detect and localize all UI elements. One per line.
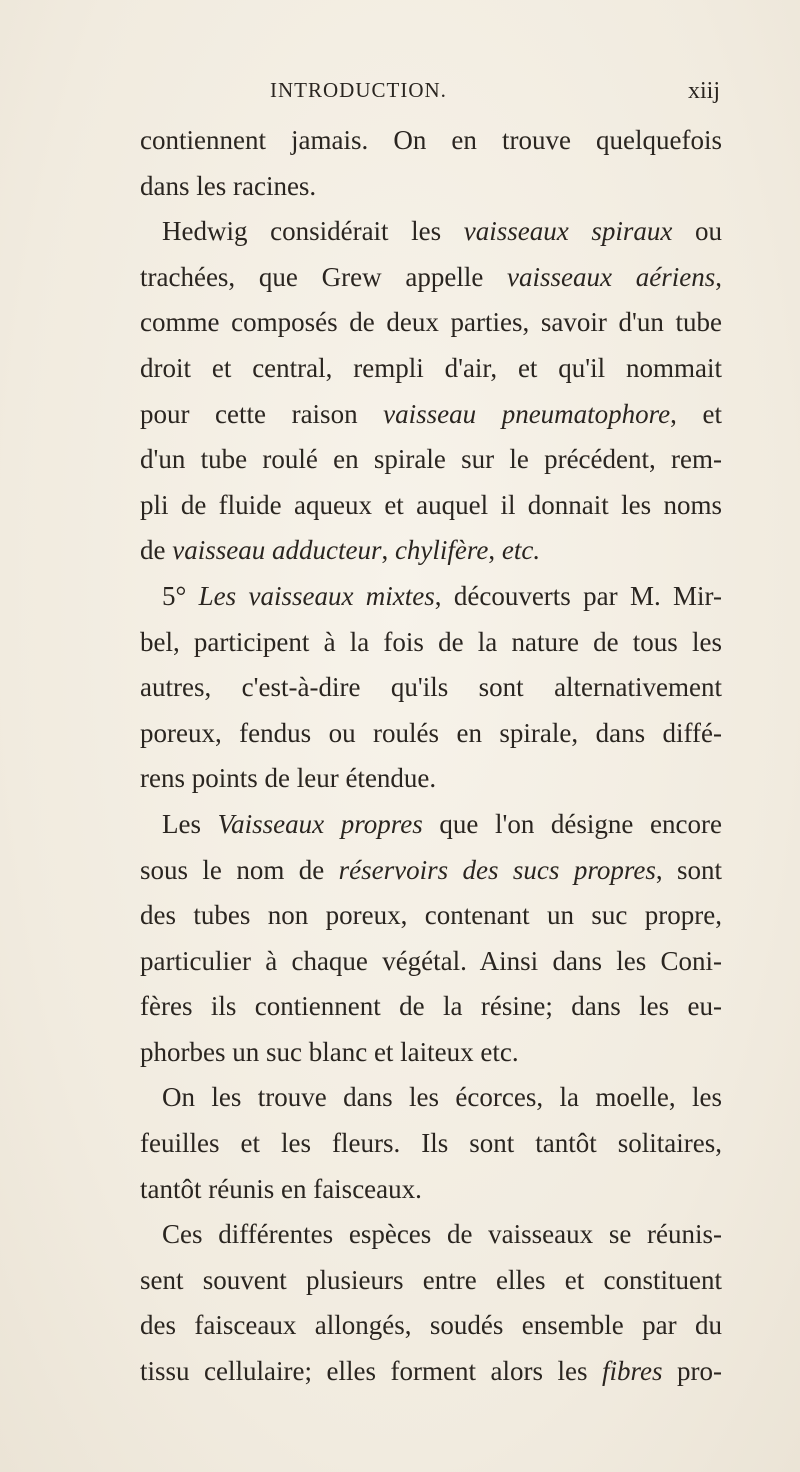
- text-line: de vaisseau adducteur, chylifère, etc.: [140, 535, 541, 566]
- text-line: Ces différentes espèces de vaisseaux se réunis-: [162, 1219, 722, 1250]
- text-line: feuilles et les fleurs. Ils sont tantôt solitaires,: [140, 1128, 722, 1159]
- page-number: xiij: [687, 78, 720, 104]
- text-line: tantôt réunis en faisceaux.: [140, 1173, 422, 1204]
- text-line: autres, c'est-à-dire qu'ils sont alternativement: [140, 672, 722, 703]
- text-line: pour cette raison vaisseau pneumatophore, et: [140, 398, 722, 429]
- text-line: poreux, fendus ou roulés en spirale, dans diffé-: [140, 717, 722, 748]
- text-line: bel, participent à la fois de la nature de tous les: [140, 626, 722, 657]
- running-head: INTRODUCTION.: [270, 78, 447, 102]
- italic-term: chylifère: [394, 535, 489, 566]
- text-line: trachées, que Grew appelle vaisseaux aériens,: [140, 261, 722, 292]
- italic-term: vaisseaux spiraux: [463, 216, 673, 247]
- italic-term: vaisseaux aériens: [507, 261, 716, 292]
- text-line: comme composés de deux parties, savoir d'un tube: [140, 307, 722, 338]
- italic-term: Les vaisseaux mixtes: [198, 580, 435, 611]
- text-line: des tubes non poreux, contenant un suc propre,: [140, 900, 722, 931]
- text-line: Les Vaisseaux propres que l'on désigne encore: [162, 808, 722, 839]
- text-line: dans les racines.: [140, 170, 317, 201]
- text-line: des faisceaux allongés, soudés ensemble par du: [140, 1310, 722, 1341]
- text-line: sent souvent plusieurs entre elles et constituent: [140, 1264, 722, 1295]
- text-line: phorbes un suc blanc et laiteux etc.: [140, 1036, 519, 1067]
- text-line: contiennent jamais. On en trouve quelquefois: [140, 125, 722, 155]
- italic-term: fibres: [601, 1356, 663, 1387]
- text-line: particulier à chaque végétal. Ainsi dans les Coni-: [140, 945, 722, 976]
- text-line: sous le nom de réservoirs des sucs propres, sont: [140, 854, 722, 885]
- italic-term: vaisseau adducteur: [172, 535, 382, 566]
- italic-term: réservoirs des sucs propres: [338, 854, 656, 885]
- text-line: rens points de leur étendue.: [140, 763, 437, 794]
- italic-term: vaisseau pneumatophore: [383, 398, 671, 429]
- text-line: pli de fluide aqueux et auquel il donnait les noms: [140, 489, 722, 520]
- italic-term: etc.: [501, 535, 541, 566]
- page-header: [160, 78, 720, 114]
- text-line: Hedwig considérait les vaisseaux spiraux ou: [162, 216, 723, 247]
- italic-term: Vaisseaux propres: [217, 808, 423, 839]
- text-line: tissu cellulaire; elles forment alors les fibres pro-: [140, 1356, 722, 1387]
- text-line: d'un tube roulé en spirale sur le précédent, rem-: [140, 444, 722, 475]
- text-line: fères ils contiennent de la résine; dans les eu-: [140, 991, 722, 1022]
- text-line: droit et central, rempli d'air, et qu'il nommait: [140, 352, 722, 383]
- text-line: On les trouve dans les écorces, la moelle, les: [162, 1082, 722, 1113]
- body-text: [140, 118, 722, 1395]
- text-line: 5° Les vaisseaux mixtes, découverts par M. Mir-: [162, 580, 722, 611]
